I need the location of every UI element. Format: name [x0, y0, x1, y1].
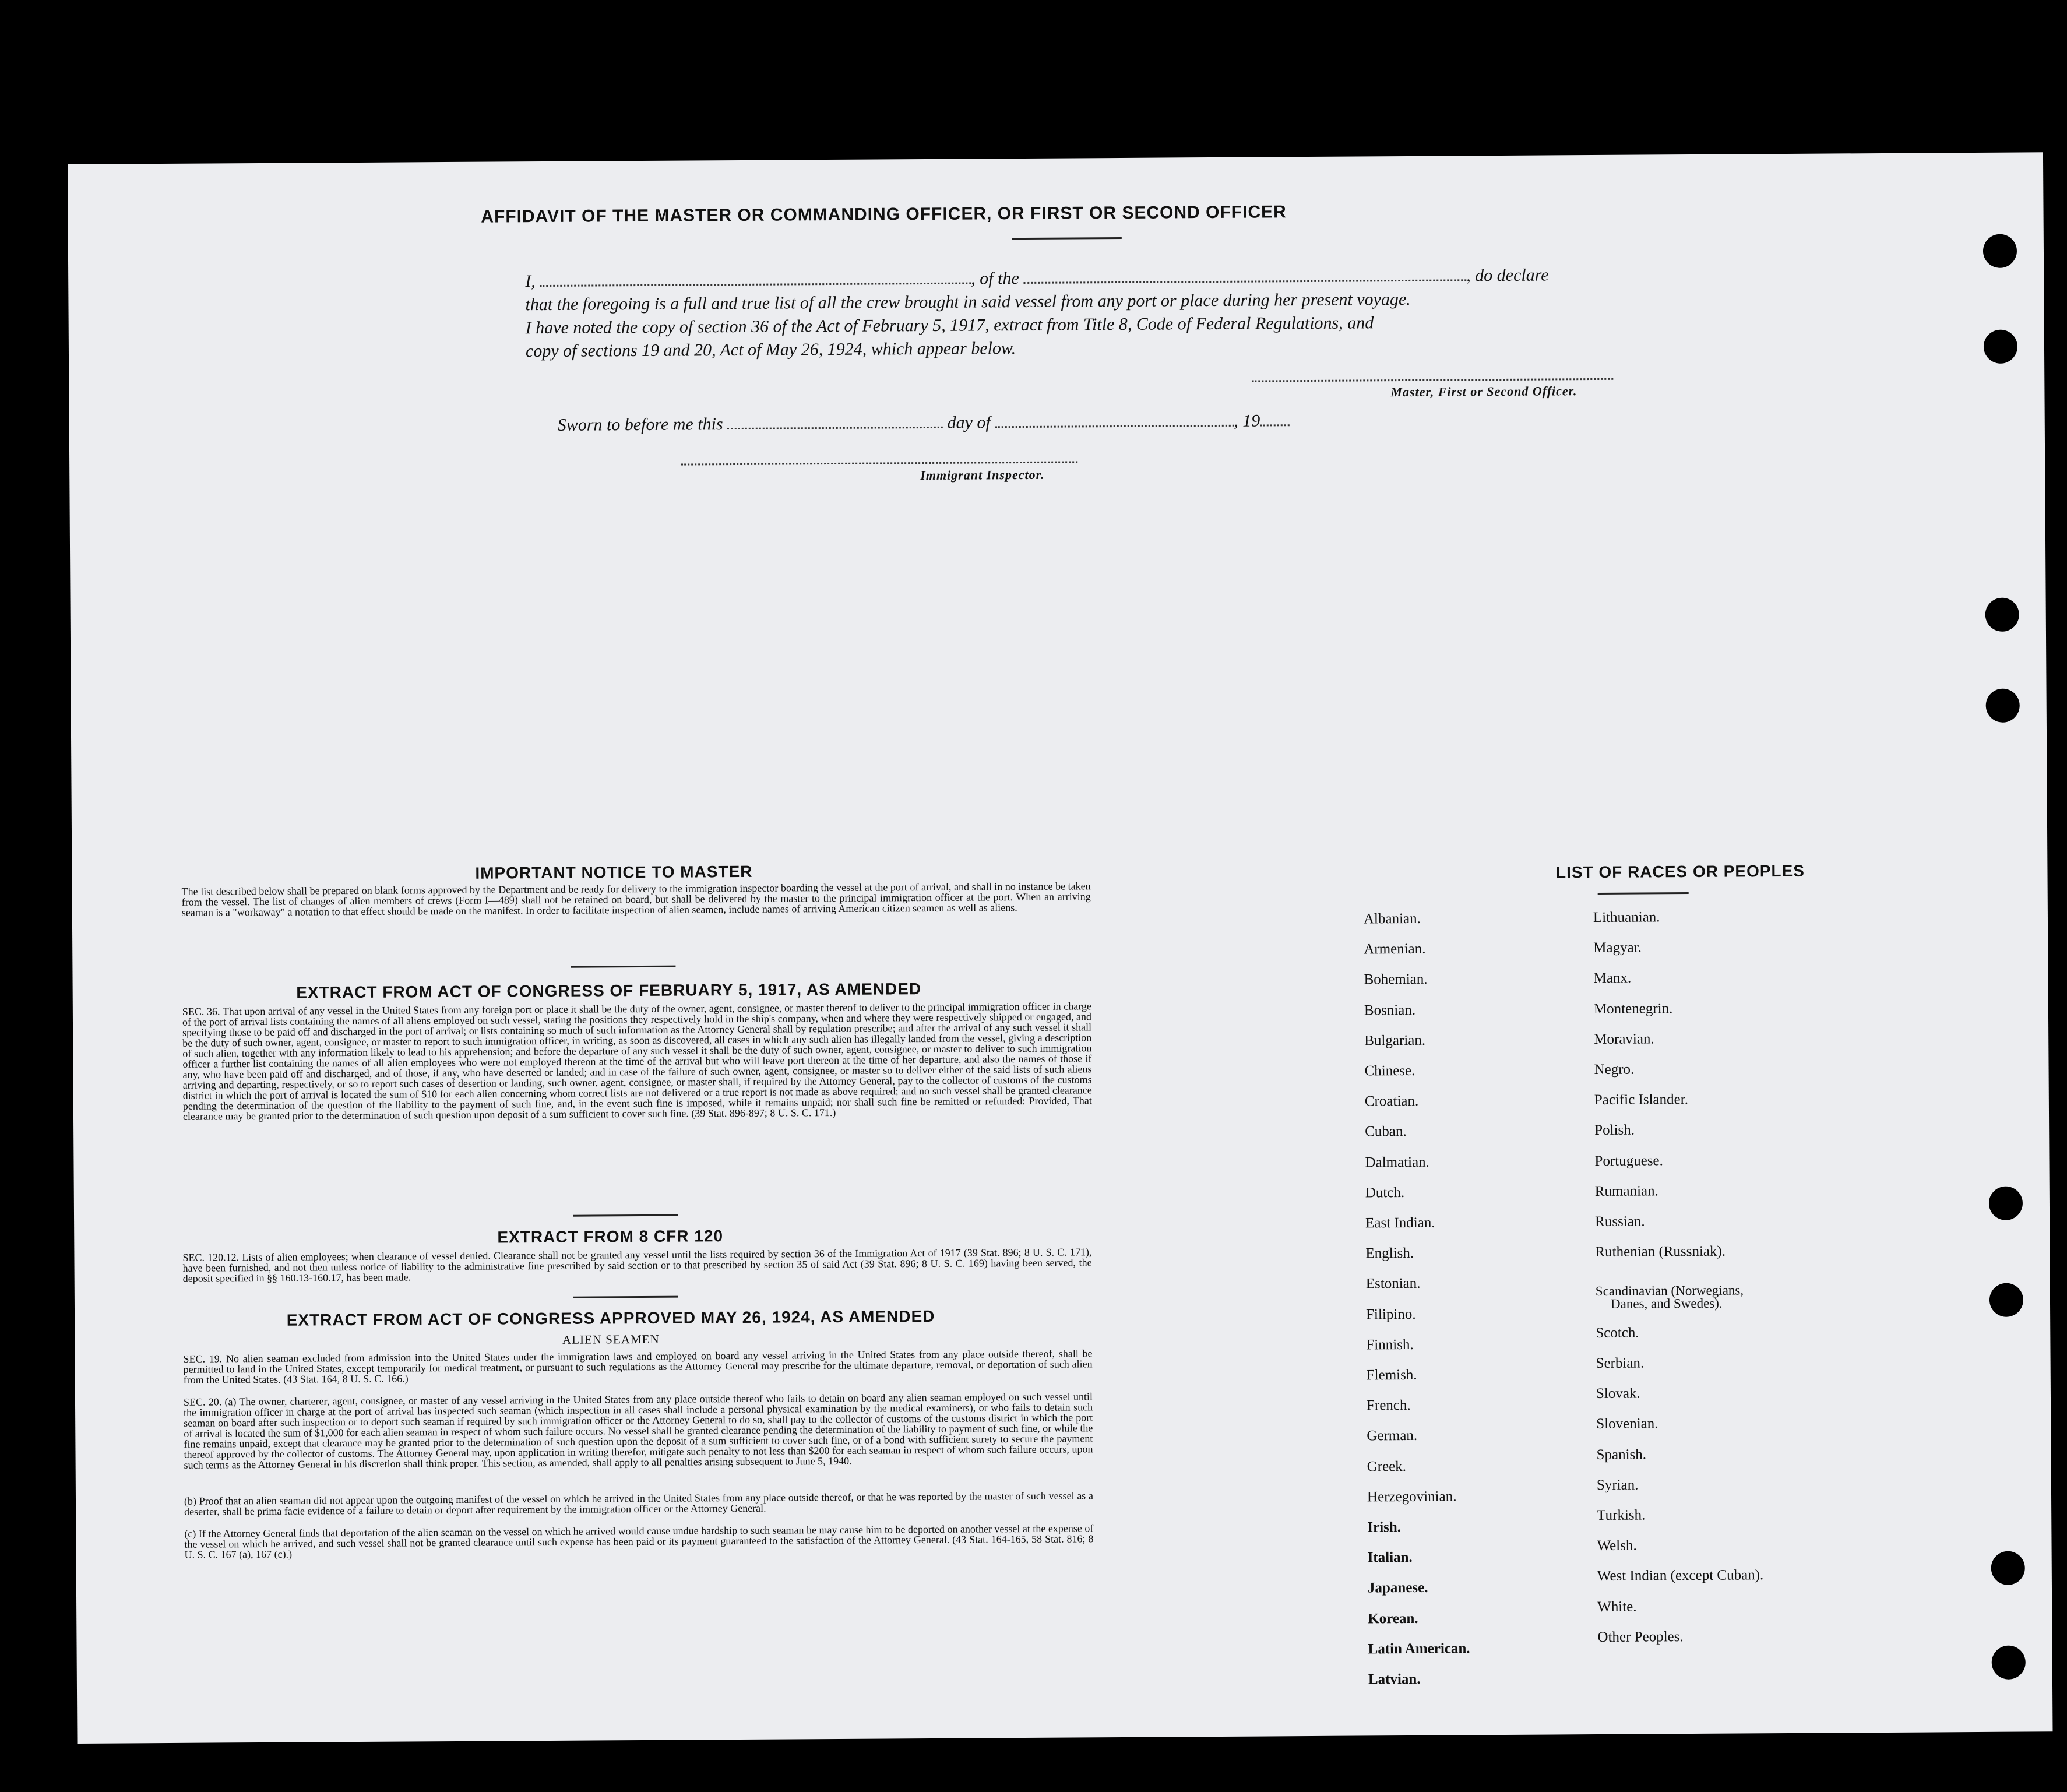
extract-1924-sec20b: (b) Proof that an alien seaman did not appear upon the outgoing manifest of the vessel on which he arrived in the United States from any place outside thereof, or that he was reported by the master of such vessel as a deserter, shall be prima facie evidence of a failure to detain or deport after requirement by the immigration officer or the Attorney General.: [184, 1490, 1094, 1518]
extract-1924-sec20a: SEC. 20. (a) The owner, charterer, agent, consignee, or master of any vessel arriving in the United States from any place outside thereof who fails to detain on board any alien seaman employed on such vessel until the immigration officer in charge at the port of arrival has inspected such seaman (which inspection in all cases shall include a personal physical examination by the medical examiners), or who fails to detain such seaman on board after such inspection or to deport such seaman if required by such immigration officer or the Attorney General to do so, shall pay to the collector of customs of the customs district in which the port of arrival is located the sum of $1,000 for each alien seaman in respect of whom such failure occurs. No vessel shall be granted clearance pending the determination of the liability to payment of such fine, or while the fine remains unpaid, except that clearance may be granted prior to the determination of such question upon the deposit of a sum sufficient to cover such fine, or of a bond with sufficient surety to secure the payment thereof approved by the collector of customs. The Attorney General may, upon application in writing therefor, mitigate such penalty to not less than $200 for each seaman in respect of whom such failure occurs, upon such terms as the Attorney General in his discretion shall think proper. This section, as amended, shall apply to all penalties arising subsequent to June 5, 1940.: [183, 1390, 1093, 1471]
race-item: East Indian.: [1365, 1214, 1435, 1231]
race-item: Flemish.: [1366, 1367, 1417, 1383]
race-item: English.: [1365, 1245, 1414, 1262]
punch-hole: [1985, 598, 2019, 632]
race-item: Turkish.: [1597, 1507, 1646, 1524]
sworn-month-blank[interactable]: [995, 411, 1234, 428]
divider: [571, 966, 675, 968]
race-item: Serbian.: [1596, 1355, 1645, 1372]
form-page: [68, 152, 2052, 1744]
affidavit-body: [525, 263, 1633, 364]
race-item: Other Peoples.: [1597, 1628, 1684, 1645]
extract-1924-title: EXTRACT FROM ACT OF CONGRESS APPROVED MAY 26, 1924, AS AMENDED: [286, 1307, 935, 1329]
sworn-year-blank[interactable]: [1260, 410, 1289, 426]
race-item: Japanese.: [1367, 1580, 1428, 1596]
race-item: Scandinavian (Norwegians,: [1595, 1283, 1744, 1299]
extract-1924-sec19: SEC. 19. No alien seaman excluded from admission into the United States under the immigration laws and employed on board any vessel arriving in the United States from any place outside thereof, shall be permitted to land in the United States, except temporarily for medical treatment, or pursuant to such regulations as the Attorney General may prescribe for the ultimate departure, removal, or deportation of such alien from the United States. (43 Stat. 164, 8 U. S. C. 166.): [183, 1347, 1093, 1386]
races-column-2: [68, 152, 2043, 164]
extract-1917-body: SEC. 36. That upon arrival of any vessel in the United States from any foreign port or place it shall be the duty of the owner, agent, consignee, or master thereof to deliver to the principal immigration officer in charge of the port of arrival lists containing the names of all aliens employed on such vessel, stating the positions they respectively hold in the ship's company, when and where they were respectively shipped or engaged, and specifying those to be paid off and discharged in the port of arrival; or lists containing so much of such information as the Attorney General shall by regulation prescribe; and after the arrival of any such vessel it shall be the duty of such owner, agent, consignee, or master to report to such immigration officer, in writing, as soon as discovered, all cases in which any such alien has illegally landed from the vessel, giving a description of such alien, together with any information likely to lead to his apprehension; and before the departure of any such vessel it shall be the duty of such owner, agent, consignee, or master to deliver to such immigration officer a further list containing the names of all alien employees who were not employed thereon at the time of the arrival but who will leave port thereon at the time of her departure, and also the names of those if any, who have been paid off and discharged, and of those, if any, who have deserted or landed; and in case of the failure of such owner, agent, consignee, or master so to deliver either of the said lists of such aliens arriving and departing, respectively, or so to report such cases of desertion or landing, such owner, agent, consignee, or master shall, if required by the Attorney General, pay to the collector of customs of the customs district in which the port of arrival is located the sum of $10 for each alien concerning whom correct lists are not delivered or a true report is not made as above required; and no such vessel shall be granted clearance pending the determination of the question of the liability to the payment of such fine, and, in the event such fine is imposed, while it remains unpaid; nor shall such fine be remitted or refunded: Provided, That clearance may be granted prior to the determination of such question upon deposit of a sum sufficient to cover such fine. (39 Stat. 896-897; 8 U. S. C. 171.): [182, 1000, 1092, 1122]
inspector-signature-line[interactable]: [681, 461, 1077, 465]
race-item: Bosnian.: [1364, 1002, 1416, 1019]
races-column-1: [68, 152, 2043, 164]
title-divider: [1012, 237, 1122, 240]
sworn-line: [558, 410, 1290, 435]
race-item: Latin American.: [1368, 1640, 1470, 1657]
race-item: Magyar.: [1593, 939, 1642, 956]
year-prefix: , 19: [1234, 411, 1260, 431]
race-item: Finnish.: [1366, 1336, 1414, 1353]
race-item: Scotch.: [1596, 1325, 1639, 1341]
race-item: French.: [1366, 1397, 1411, 1414]
race-item: Cuban.: [1365, 1124, 1407, 1140]
race-item: Herzegovinian.: [1367, 1488, 1457, 1505]
race-item: Estonian.: [1365, 1276, 1421, 1292]
race-item: Bohemian.: [1364, 971, 1428, 988]
affidavit-i: I,: [525, 272, 536, 291]
inspector-caption: Immigrant Inspector.: [920, 467, 1045, 483]
race-item: Dalmatian.: [1365, 1154, 1429, 1171]
race-item: Bulgarian.: [1364, 1032, 1426, 1049]
race-item: Latvian.: [1368, 1671, 1421, 1688]
race-item: Filipino.: [1366, 1306, 1416, 1323]
race-item: Chinese.: [1364, 1062, 1415, 1079]
extract-cfr-body: SEC. 120.12. Lists of alien employees; when clearance of vessel denied. Clearance shall not be granted any vessel until the lists required by section 36 of the Immigration Act of 1917 (39 Stat. 896; 8 U. S. C. 171), have been furnished, and not then unless notice of liability to the administrative fine prescribed by said section or to that prescribed by section 35 of said Act (39 Stat. 896; 8 U. S. C. 169) having been served, the deposit specified in §§ 160.13-160.17, has been made.: [182, 1246, 1092, 1284]
race-item: Montenegrin.: [1593, 1000, 1673, 1017]
punch-hole: [1992, 1646, 2026, 1680]
race-item: Dutch.: [1365, 1184, 1405, 1201]
race-item: White.: [1597, 1599, 1637, 1615]
race-item: Manx.: [1593, 970, 1632, 987]
divider: [573, 1214, 678, 1217]
affidavit-of-the: , of the: [971, 269, 1019, 288]
race-item: Korean.: [1368, 1610, 1418, 1627]
race-item: Slovak.: [1596, 1385, 1640, 1402]
race-item: Pacific Islander.: [1594, 1092, 1688, 1108]
race-item: German.: [1367, 1428, 1418, 1444]
day-of-text: day of: [947, 413, 991, 432]
race-item: Portuguese.: [1594, 1152, 1663, 1169]
punch-hole: [1991, 1551, 2025, 1585]
race-item: Irish.: [1367, 1519, 1402, 1536]
punch-hole: [1989, 1283, 2023, 1317]
vessel-blank[interactable]: [1023, 265, 1466, 284]
sworn-text: Sworn to before me this: [557, 414, 723, 435]
race-item: Russian.: [1595, 1213, 1645, 1230]
affidavit-do-declare: , do declare: [1466, 265, 1549, 286]
punch-hole: [1989, 1187, 2023, 1220]
name-blank[interactable]: [540, 269, 971, 287]
race-item: Welsh.: [1597, 1537, 1637, 1554]
notice-title: IMPORTANT NOTICE TO MASTER: [475, 862, 753, 882]
race-item: Spanish.: [1596, 1446, 1647, 1463]
affidavit-title: AFFIDAVIT OF THE MASTER OR COMMANDING OFFICER, OR FIRST OR SECOND OFFICER: [481, 202, 1287, 227]
extract-1917-title: EXTRACT FROM ACT OF CONGRESS OF FEBRUARY 5, 1917, AS AMENDED: [296, 980, 922, 1002]
race-item: Negro.: [1594, 1061, 1635, 1078]
race-item: Moravian.: [1594, 1031, 1654, 1047]
extract-1924-subtitle: ALIEN SEAMEN: [562, 1332, 660, 1347]
sworn-day-blank[interactable]: [727, 413, 943, 429]
punch-hole: [1986, 689, 2020, 723]
race-item: Albanian.: [1363, 910, 1421, 927]
extract-cfr-title: EXTRACT FROM 8 CFR 120: [497, 1227, 724, 1247]
races-divider: [1598, 892, 1689, 895]
extract-1924-sec20c: (c) If the Attorney General finds that deportation of the alien seaman on the vessel on which he arrived would cause undue hardship to such seaman he may cause him to be deported on another vessel at the expense of the vessel on which he arrived, and such vessel shall not be granted clearance until such expense has been paid or its payment guaranteed to the satisfaction of the Attorney General. (43 Stat. 164-165, 58 Stat. 816; 8 U. S. C. 167 (a), 167 (c).): [184, 1522, 1094, 1561]
punch-hole: [1984, 330, 2017, 364]
punch-hole: [1983, 234, 2017, 268]
master-signature-line[interactable]: [1252, 378, 1613, 382]
divider: [573, 1296, 678, 1298]
race-item: Polish.: [1594, 1122, 1635, 1139]
race-item: Lithuanian.: [1593, 909, 1660, 926]
race-item: Armenian.: [1364, 941, 1426, 957]
race-item-continuation: Danes, and Swedes).: [1610, 1296, 1723, 1312]
affidavit-line-3: I have noted the copy of section 36 of the Act of February 5, 1917, extract from Title 8, Code of Federal Regulations, and: [525, 313, 1374, 338]
races-title: LIST OF RACES OR PEOPLES: [1555, 861, 1805, 882]
race-item: Ruthenian (Russniak).: [1595, 1243, 1726, 1261]
affidavit-line-4: copy of sections 19 and 20, Act of May 26, 1924, which appear below.: [525, 339, 1016, 361]
notice-body: The list described below shall be prepared on blank forms approved by the Department and be ready for delivery to the immigration inspector boarding the vessel at the port of arrival, and shall in no instance be taken from the vessel. The list of changes of alien members of crews (Form I—489) shall not be retained on board, but shall be delivered by the master to the principal immigration officer at the port. When an arriving seaman is a "workaway" a notation to that effect should be made on the manifest. In order to facilitate inspection of alien seamen, include names of arriving American citizen seamen as well as aliens.: [181, 880, 1091, 918]
race-item: Italian.: [1367, 1550, 1413, 1566]
race-item: Rumanian.: [1594, 1183, 1658, 1199]
race-item: Greek.: [1367, 1458, 1407, 1475]
race-item: Syrian.: [1596, 1477, 1639, 1493]
race-item: Slovenian.: [1596, 1416, 1658, 1432]
race-item: West Indian (except Cuban).: [1597, 1567, 1764, 1585]
affidavit-line-2: that the foregoing is a full and true list of all the crew brought in said vessel from any port or place during her present voyage.: [525, 289, 1411, 315]
master-caption: Master, First or Second Officer.: [1390, 383, 1577, 400]
race-item: Croatian.: [1364, 1093, 1419, 1110]
